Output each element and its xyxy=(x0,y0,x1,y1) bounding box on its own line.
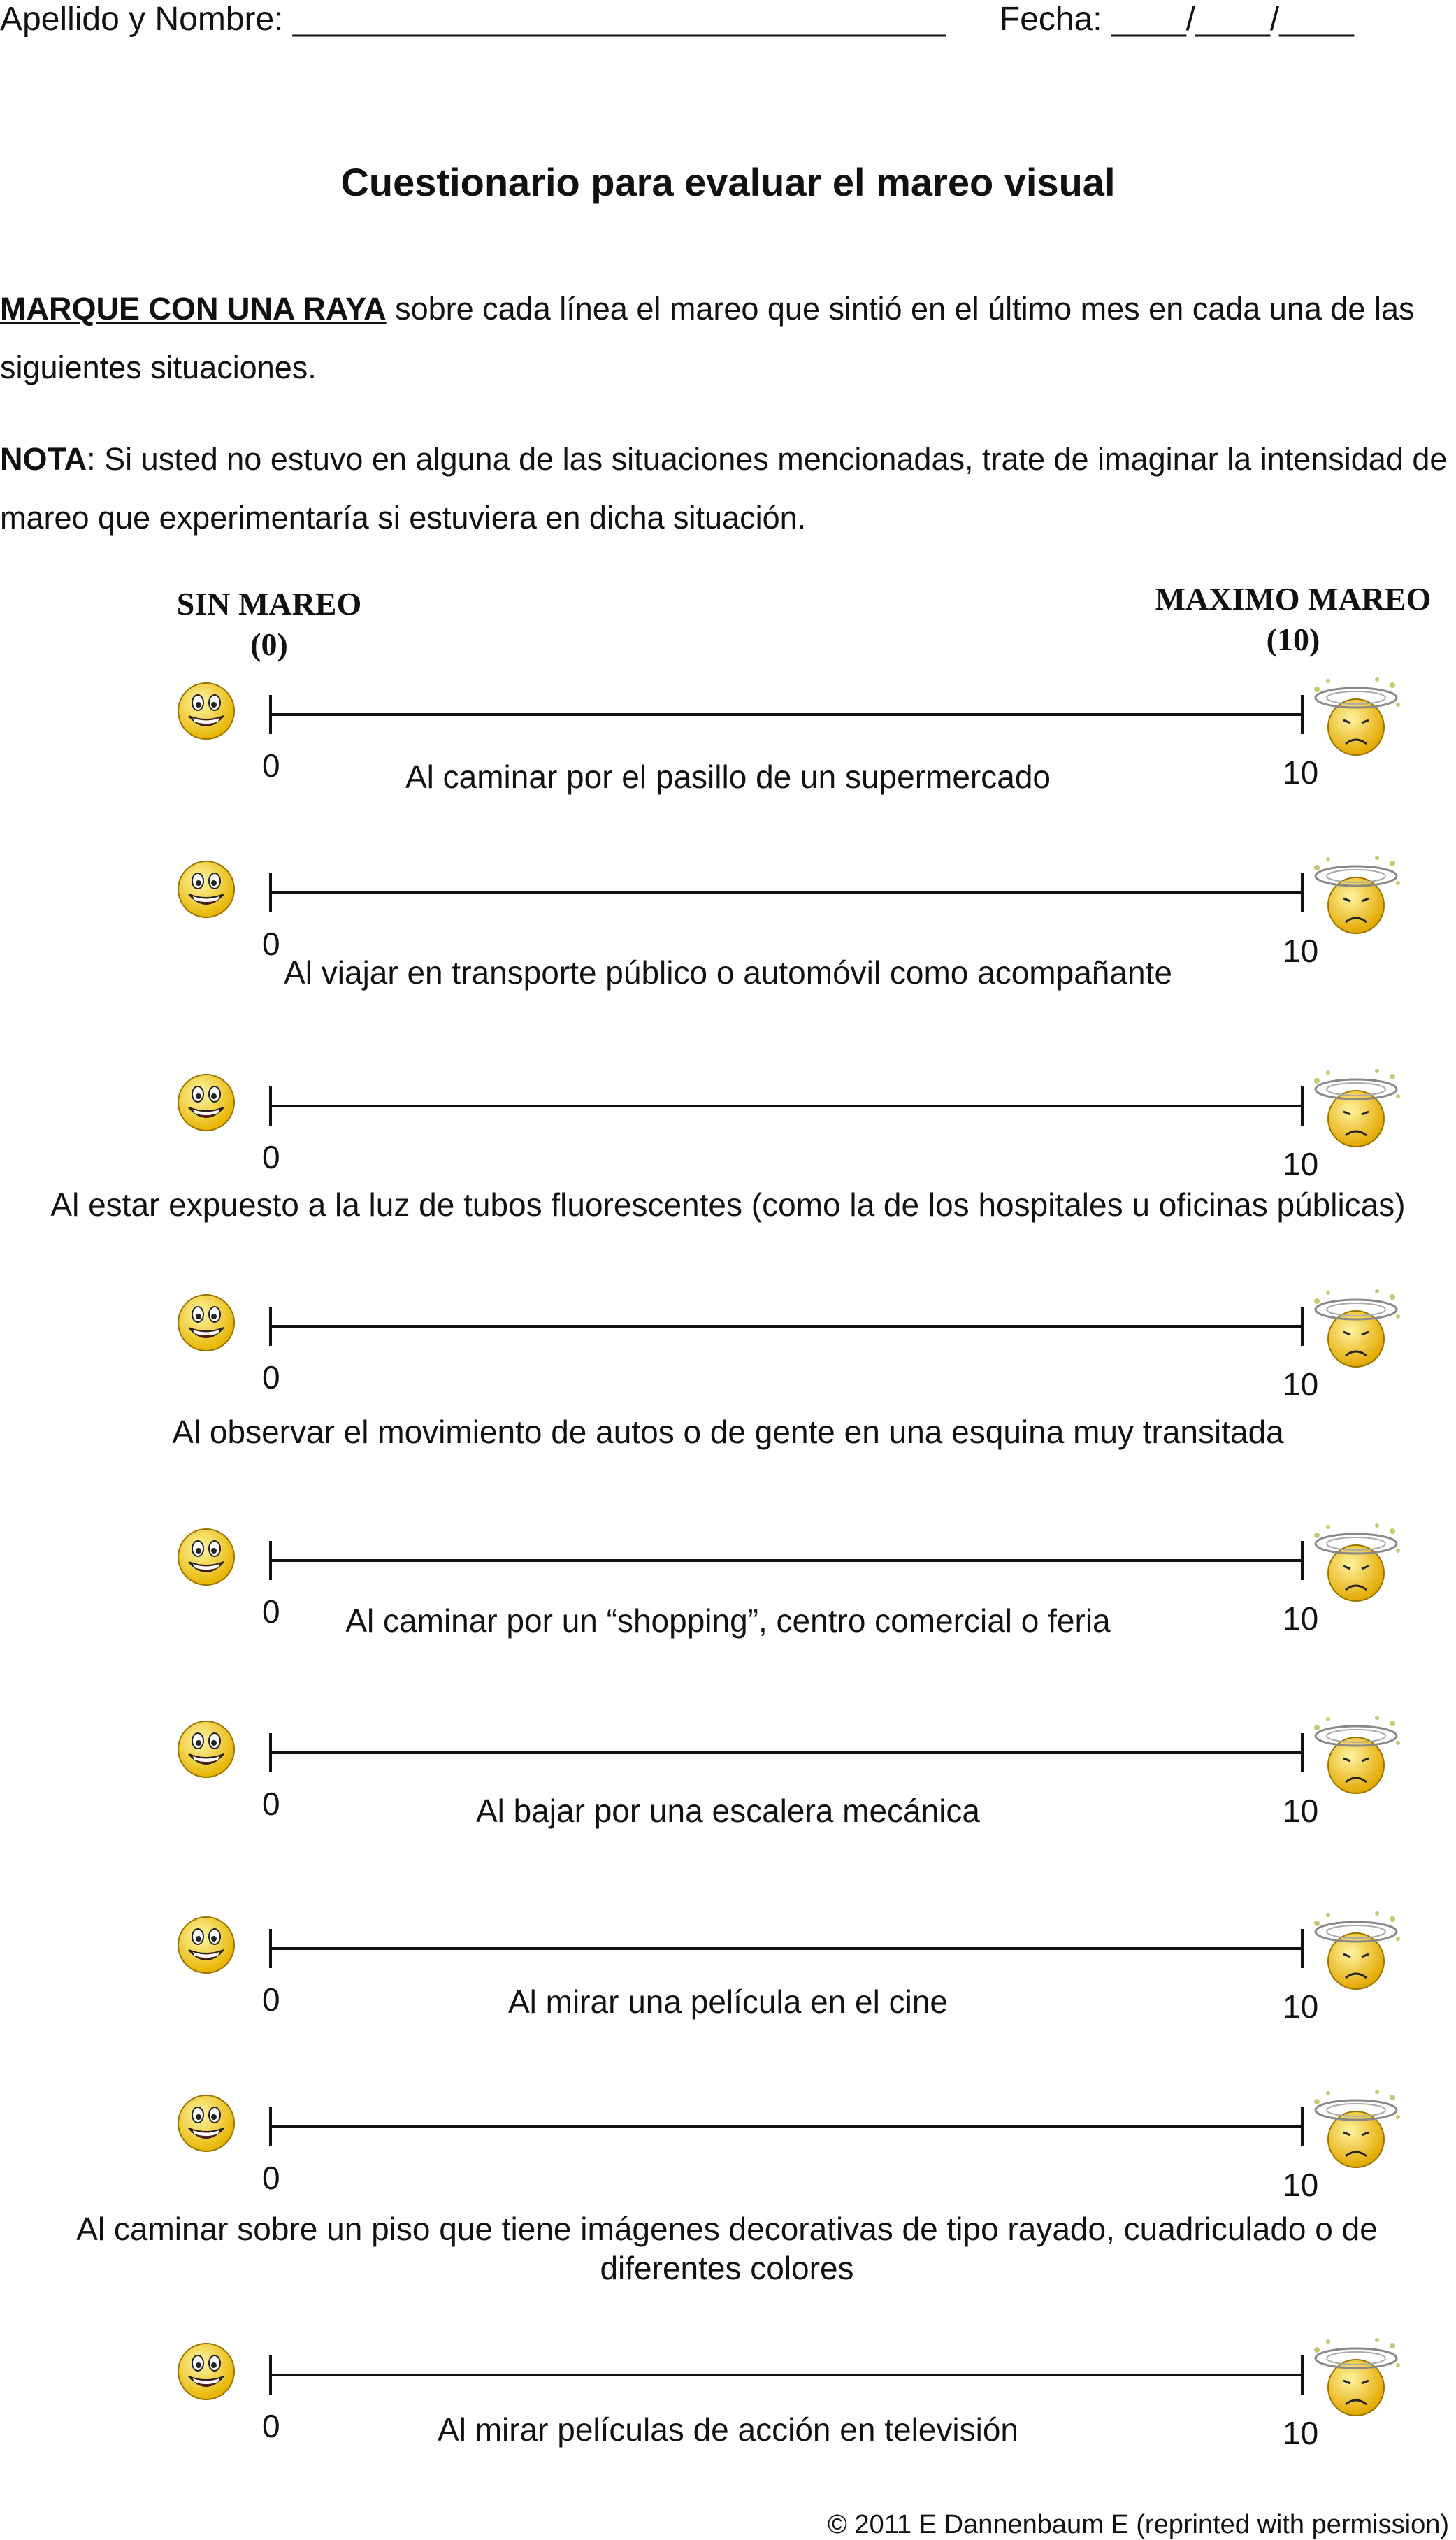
dizzy-face-icon xyxy=(1307,1068,1405,1156)
scale-max-number: 10 xyxy=(1283,1793,1319,1829)
happy-face-icon xyxy=(175,1526,238,1592)
dizzy-face-icon xyxy=(1307,1523,1405,1607)
happy-face-icon xyxy=(175,1718,238,1784)
scale-max-number: 10 xyxy=(1283,1366,1319,1402)
scale-min-number: 0 xyxy=(262,1786,280,1822)
scale-min-number: 0 xyxy=(262,1139,280,1175)
item-caption: Al viajar en transporte público o automóvil como acompañante xyxy=(284,954,1172,991)
scale-tick-min xyxy=(269,1086,272,1126)
dizzy-face-icon xyxy=(1307,1289,1405,1372)
dizzy-face-icon xyxy=(1307,855,1405,942)
scale-tick-max xyxy=(1301,1929,1304,1968)
rating-scale-line[interactable] xyxy=(269,1105,1304,1107)
scale-left-value: (0) xyxy=(250,626,288,662)
scale-max-number: 10 xyxy=(1283,933,1319,969)
scale-left-label xyxy=(143,584,395,665)
happy-face-icon xyxy=(175,1914,238,1976)
rating-scale-line[interactable] xyxy=(269,1325,1304,1328)
scale-right-value: (10) xyxy=(1266,622,1320,657)
rating-scale-line[interactable] xyxy=(269,2374,1304,2376)
dizzy-face-icon xyxy=(1307,1068,1405,1152)
scale-max-number: 10 xyxy=(1283,2415,1319,2451)
scale-left-title: SIN MAREO xyxy=(176,586,362,622)
scale-min-number: 0 xyxy=(262,1981,280,2018)
rating-scale-line[interactable] xyxy=(269,1559,1304,1562)
item-caption: Al estar expuesto a la luz de tubos fluorescentes (como la de los hospitales u oficinas públicas) xyxy=(50,1186,1406,1223)
copyright-footer: © 2011 E Dannenbaum E (reprinted with permission) xyxy=(827,2510,1449,2539)
header-row xyxy=(0,0,1354,38)
note-label: NOTA xyxy=(0,441,87,477)
dizzy-face-icon xyxy=(1307,1289,1405,1376)
scale-tick-max xyxy=(1301,2355,1304,2395)
happy-face-icon xyxy=(175,2092,238,2155)
item-caption: Al observar el movimiento de autos o de gente en una esquina muy transitada xyxy=(172,1414,1284,1450)
scale-min-number: 0 xyxy=(262,747,280,784)
item-caption: Al caminar por un “shopping”, centro comercial o feria xyxy=(345,1602,1111,1639)
dizzy-face-icon xyxy=(1307,2337,1405,2421)
date-label: Fecha: xyxy=(999,1,1102,38)
scale-min-number: 0 xyxy=(262,1359,280,1395)
happy-face-icon xyxy=(175,2340,238,2406)
scale-max-number: 10 xyxy=(1283,1600,1319,1637)
item-caption: Al mirar películas de acción en televisión xyxy=(438,2411,1018,2448)
rating-scale-line[interactable] xyxy=(269,713,1304,716)
scale-tick-min xyxy=(269,2107,272,2146)
scale-tick-min xyxy=(269,1541,272,1580)
scale-max-number: 10 xyxy=(1283,754,1319,791)
scale-max-number: 10 xyxy=(1283,1146,1319,1182)
scale-tick-max xyxy=(1301,2107,1304,2146)
scale-tick-max xyxy=(1301,1307,1304,1346)
scale-tick-min xyxy=(269,1929,272,1968)
name-blank[interactable]: ___________________________________ xyxy=(292,1,946,38)
rating-scale-line[interactable] xyxy=(269,891,1304,894)
dizzy-face-icon xyxy=(1307,1715,1405,1799)
scale-min-number: 0 xyxy=(262,926,280,962)
dizzy-face-icon xyxy=(1307,677,1405,761)
scale-tick-max xyxy=(1301,1733,1304,1772)
instructions-text: sobre cada línea el mareo que sintió en el último mes en cada una de las siguientes situaciones. xyxy=(0,291,1415,385)
scale-right-title: MAXIMO MAREO xyxy=(1155,581,1432,617)
scale-tick-max xyxy=(1301,1541,1304,1580)
item-caption: Al mirar una película en el cine xyxy=(508,1983,948,2020)
happy-face-icon xyxy=(175,680,238,746)
rating-scale-line[interactable] xyxy=(269,2125,1304,2128)
date-blank[interactable]: ____/____/____ xyxy=(1111,1,1354,38)
scale-min-number: 0 xyxy=(262,2408,280,2444)
happy-face-icon xyxy=(175,1291,238,1358)
item-caption: Al caminar por el pasillo de un supermercado xyxy=(405,759,1051,795)
happy-face-icon xyxy=(175,858,238,924)
note xyxy=(0,430,1456,547)
dizzy-face-icon xyxy=(1307,677,1405,764)
instructions xyxy=(0,280,1456,397)
scale-tick-min xyxy=(269,2355,272,2395)
item-caption: Al caminar sobre un piso que tiene imágenes decorativas de tipo rayado, cuadriculado o de diferentes colores xyxy=(76,2211,1378,2286)
dizzy-face-icon xyxy=(1307,1715,1405,1802)
happy-face-icon xyxy=(175,1071,238,1134)
happy-face-icon xyxy=(175,2092,238,2158)
rating-scale-line[interactable] xyxy=(269,1751,1304,1754)
dizzy-face-icon xyxy=(1307,2089,1405,2173)
scale-max-number: 10 xyxy=(1283,1988,1319,2025)
scale-tick-min xyxy=(269,1733,272,1772)
scale-max-number: 10 xyxy=(1283,2167,1319,2203)
name-label: Apellido y Nombre: xyxy=(0,1,284,38)
happy-face-icon xyxy=(175,1718,238,1781)
happy-face-icon xyxy=(175,1914,238,1980)
scale-right-label xyxy=(1132,579,1454,660)
scale-tick-min xyxy=(269,1307,272,1346)
scale-tick-min xyxy=(269,695,272,734)
happy-face-icon xyxy=(175,1526,238,1588)
page-title: Cuestionario para evaluar el mareo visual xyxy=(340,160,1116,204)
dizzy-face-icon xyxy=(1307,2089,1405,2176)
happy-face-icon xyxy=(175,680,238,742)
happy-face-icon xyxy=(175,1291,238,1354)
instructions-emphasis: MARQUE CON UNA RAYA xyxy=(0,291,387,327)
happy-face-icon xyxy=(175,858,238,921)
scale-tick-max xyxy=(1301,873,1304,912)
note-text: : Si usted no estuvo en alguna de las situaciones mencionadas, trate de imaginar la intensidad de mareo que experimentaría si estuviera en dicha situación. xyxy=(0,441,1448,536)
dizzy-face-icon xyxy=(1307,1523,1405,1610)
happy-face-icon xyxy=(175,2340,238,2403)
item-caption: Al bajar por una escalera mecánica xyxy=(475,1793,981,1829)
happy-face-icon xyxy=(175,1071,238,1138)
scale-tick-max xyxy=(1301,695,1304,734)
rating-scale-line[interactable] xyxy=(269,1947,1304,1950)
scale-min-number: 0 xyxy=(262,1593,280,1630)
scale-min-number: 0 xyxy=(262,2160,280,2196)
dizzy-face-icon xyxy=(1307,855,1405,939)
scale-tick-max xyxy=(1301,1086,1304,1126)
scale-tick-min xyxy=(269,873,272,912)
